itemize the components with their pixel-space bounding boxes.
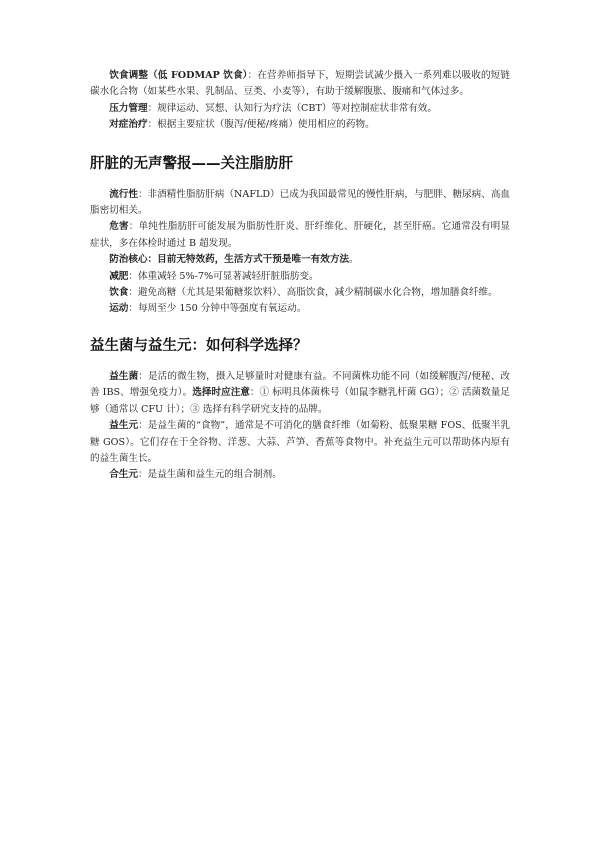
- term-label: 运动: [109, 303, 129, 315]
- paragraph-text: ：在营养师指导下，短期尝试减少摄入一系列难以吸收的短链碳水化合物（如某些水果、乳制品、豆类、小麦等），有助于缓解腹胀、腹痛和气体过多。: [90, 70, 510, 98]
- paragraph-prebiotics: [90, 418, 510, 467]
- paragraph-prevention-core: [90, 252, 510, 268]
- term-label-selection: 选择时应注意: [192, 387, 250, 399]
- term-label: 合生元: [109, 469, 138, 481]
- section-ibs-management: [90, 68, 510, 134]
- paragraph-harm: [90, 219, 510, 252]
- section-fatty-liver: [90, 187, 510, 318]
- paragraph-text: ：是益生菌的“食物”，通常是不可消化的膳食纤维（如菊粉、低聚果糖 FOS、低聚半乳糖 GOS）。它们存在于全谷物、洋葱、大蒜、芦笋、香蕉等食物中。补充益生元可以帮助体内原有的益生菌生长。: [90, 420, 511, 464]
- term-label: 减肥: [109, 270, 129, 282]
- paragraph-text: ：每周至少 150 分钟中等强度有氧运动。: [128, 303, 307, 315]
- paragraph-text: ：是活的微生物，摄入足够量时对健康有益。不同菌株功能不同（如缓解腹泻/便秘、改善 IBS、增强免疫力）。: [90, 370, 510, 399]
- paragraph-symptomatic-treatment: [90, 117, 510, 133]
- term-label: 益生菌: [109, 370, 139, 382]
- section-probiotics: [90, 369, 510, 484]
- document-page: [90, 68, 510, 484]
- paragraph-diet: [90, 285, 510, 301]
- paragraph-exercise: [90, 301, 510, 317]
- section-heading-fatty-liver: 肝脏的无声警报——关注脂肪肝: [90, 155, 293, 172]
- paragraph-weight-loss: [90, 269, 510, 285]
- term-label: 压力管理: [109, 102, 148, 114]
- paragraph-prevalence: [90, 187, 510, 220]
- paragraph-text: ：避免高糖（尤其是果葡糖浆饮料）、高脂饮食，减少精制碳水化合物，增加膳食纤维。: [128, 287, 498, 299]
- paragraph-probiotics: [90, 369, 510, 418]
- section-heading-probiotics: 益生菌与益生元：如何科学选择？: [90, 337, 308, 354]
- paragraph-text-selection: ：① 标明具体菌株号（如鼠李糖乳杆菌 GG）；② 活菌数量足够（通常以 CFU 计）；③ 选择有科学研究支持的品牌。: [90, 387, 510, 415]
- paragraph-text: 。: [349, 254, 359, 266]
- paragraph-text: ：单纯性脂肪肝可能发展为脂肪性肝炎、肝纤维化、肝硬化，甚至肝癌。它通常没有明显症状，多在体检时通过 B 超发现。: [90, 221, 511, 249]
- term-label: 流行性: [109, 188, 138, 200]
- paragraph-text: ：体重减轻 5%-7%可显著减轻肝脏脂肪变。: [128, 270, 319, 282]
- paragraph-stress-management: [90, 101, 510, 117]
- term-label: 危害: [109, 221, 129, 233]
- term-label: 饮食调整（低 FODMAP 饮食）: [109, 70, 248, 81]
- term-label: 对症治疗: [109, 119, 148, 131]
- term-label: 益生元: [109, 420, 139, 432]
- paragraph-text: ：非酒精性脂肪肝病（NAFLD）已成为我国最常见的慢性肝病，与肥胖、糖尿病、高血脂密切相关。: [90, 188, 511, 217]
- term-label: 防治核心：目前无特效药，生活方式干预是唯一有效方法: [109, 254, 350, 266]
- paragraph-diet-adjustment: [90, 68, 510, 101]
- paragraph-text: ：规律运动、冥想、认知行为疗法（CBT）等对控制症状非常有效。: [147, 102, 437, 114]
- term-label: 饮食: [109, 287, 129, 299]
- paragraph-synbiotics: [90, 467, 510, 483]
- paragraph-text: ：是益生菌和益生元的组合制剂。: [137, 469, 282, 481]
- paragraph-text: ：根据主要症状（腹泻/便秘/疼痛）使用相应的药物。: [147, 119, 375, 131]
